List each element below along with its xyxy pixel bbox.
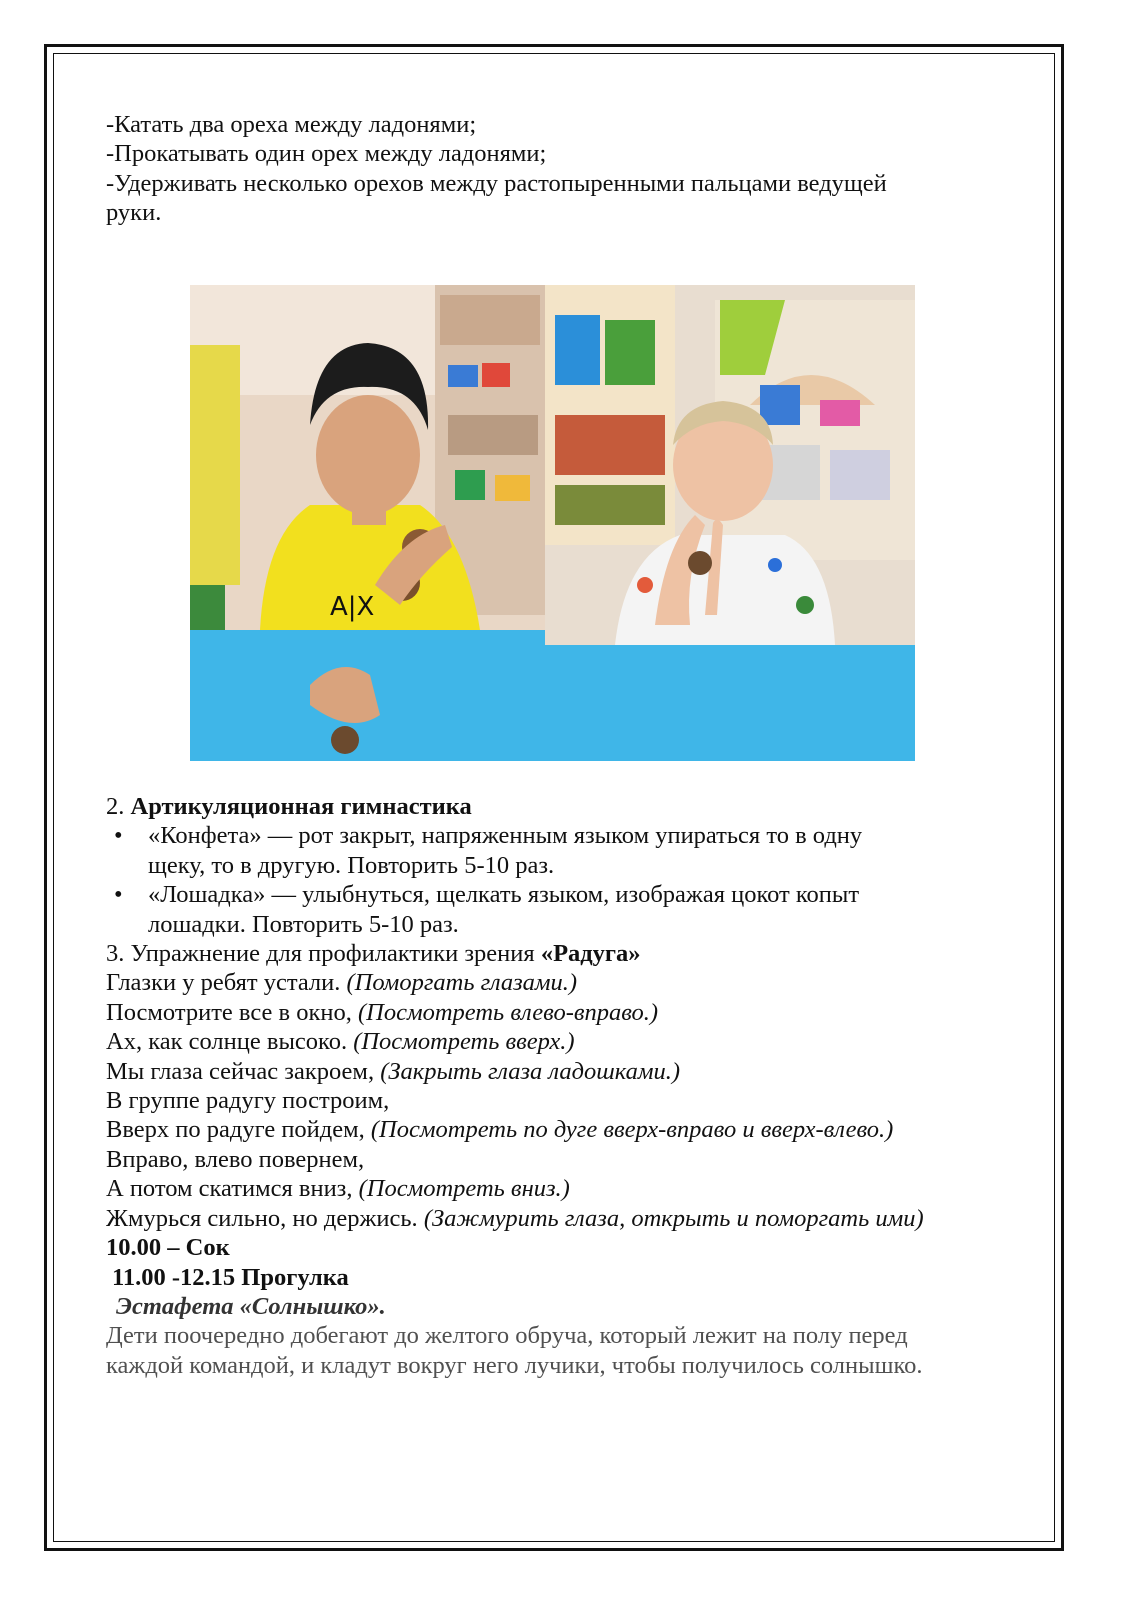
verse-line: Ах, как солнце высоко. (Посмотреть вверх.) — [106, 1028, 575, 1056]
section-3-heading: 3. Упражнение для профилактики зрения «Радуга» — [106, 940, 641, 968]
list-item — [106, 821, 948, 880]
verse-line: В группе радугу построим, — [106, 1087, 390, 1115]
intro-instructions — [106, 110, 887, 228]
verse-note: (Посмотреть вниз.) — [358, 1175, 570, 1203]
section-2-heading: 2. Артикуляционная гимнастика — [106, 793, 472, 820]
list-item — [106, 880, 948, 939]
photo-boy-white-shirt — [545, 285, 915, 761]
verse-line: Вправо, влево повернем, — [106, 1145, 365, 1173]
bullet-line: «Лошадка» — улыбнуться, щелкать языком, изображая цокот копыт — [148, 881, 860, 909]
photo-collage — [190, 285, 915, 761]
section-2-title: Артикуляционная гимнастика — [130, 793, 472, 820]
verse-line: Жмурься сильно, но держись. (Зажмурить глаза, открыть и поморгать ими) — [106, 1204, 924, 1232]
bullet-dot: • — [114, 822, 123, 850]
verse-note: (Посмотреть по дуге вверх-вправо и вверх-влево.) — [370, 1116, 894, 1144]
relay-description-line: каждой командой, и кладут вокруг него лучики, чтобы получилось солнышко. — [106, 1351, 923, 1379]
verse-line: Мы глаза сейчас закроем, (Закрыть глаза ладошками.) — [106, 1057, 681, 1085]
section-3-title: «Радуга» — [540, 940, 641, 968]
verse-line: Посмотрите все в окно, (Посмотреть влево-вправо.) — [106, 998, 659, 1026]
intro-line: -Прокатывать один орех между ладонями; — [106, 140, 547, 168]
intro-line: -Удерживать несколько орехов между растопыренными пальцами ведущей — [106, 169, 887, 197]
verse-note: (Закрыть глаза ладошками.) — [380, 1057, 681, 1085]
bullet-line: лошадки. Повторить 5-10 раз. — [148, 910, 459, 938]
bullet-line: «Конфета» — рот закрыт, напряженным языком упираться то в одну — [148, 822, 863, 850]
relay-description-line: Дети поочередно добегают до желтого обруча, который лежит на полу перед — [106, 1322, 908, 1350]
verse-line: А потом скатимся вниз, (Посмотреть вниз.) — [106, 1175, 570, 1203]
verse-note: (Поморгать глазами.) — [346, 969, 578, 997]
verse-line: Глазки у ребят устали. (Поморгать глазами.) — [106, 969, 578, 997]
relay-title: Эстафета «Солнышко». — [116, 1292, 386, 1320]
schedule-walk: 11.00 -12.15 Прогулка — [112, 1263, 349, 1291]
photo-boy-yellow-shirt — [190, 285, 545, 761]
verse-note: (Зажмурить глаза, открыть и поморгать ими) — [423, 1204, 924, 1232]
svg-text:A|X: A|X — [330, 592, 375, 622]
intro-line: -Катать два ореха между ладонями; — [106, 111, 477, 138]
verse-note: (Посмотреть вверх.) — [353, 1028, 575, 1056]
document-body — [106, 792, 948, 1380]
verse-line: Вверх по радуге пойдем, (Посмотреть по дуге вверх-вправо и вверх-влево.) — [106, 1116, 894, 1144]
intro-line: руки. — [106, 199, 162, 227]
bullet-line: щеку, то в другую. Повторить 5-10 раз. — [148, 851, 555, 879]
bullet-dot: • — [114, 881, 123, 909]
verse-note: (Посмотреть влево-вправо.) — [358, 998, 659, 1026]
schedule-juice: 10.00 – Сок — [106, 1234, 230, 1262]
